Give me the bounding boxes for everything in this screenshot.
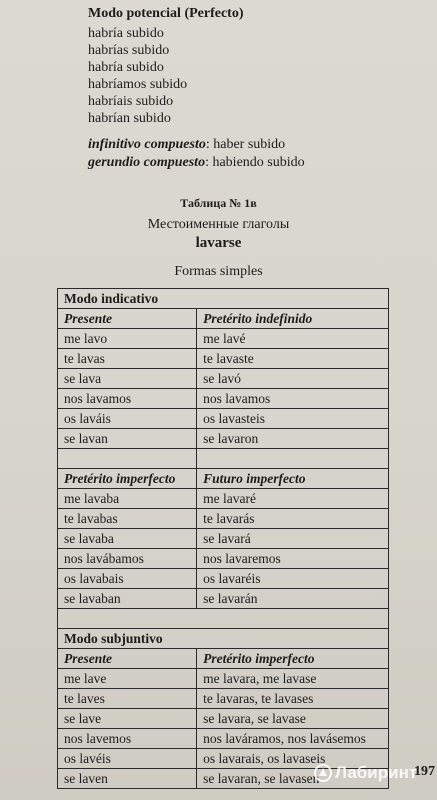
table-verb: lavarse: [195, 235, 242, 251]
verb-form: se lavaban: [58, 589, 197, 609]
verb-form: te lavaste: [197, 349, 389, 369]
watermark-text: Лабиринт: [335, 763, 418, 782]
table-row: [58, 409, 389, 429]
potential-heading: Modo potencial (Perfecto): [88, 6, 244, 21]
verb-form: se lavarán: [197, 589, 389, 609]
verb-form: se lavó: [197, 369, 389, 389]
verb-form: me lavé: [197, 329, 389, 349]
tense-header-row: [58, 309, 389, 329]
section-title-row: [58, 629, 389, 649]
tense-header: Futuro imperfecto: [197, 469, 389, 489]
page-number: 197: [414, 764, 435, 779]
table-row: [58, 709, 389, 729]
table-row: [58, 549, 389, 569]
verb-form: nos lavemos: [58, 729, 197, 749]
verb-form: os lavasteis: [197, 409, 389, 429]
tense-header-row: [58, 469, 389, 489]
verb-form: me lavo: [58, 329, 197, 349]
gerund-compound: gerundio compuesto: habiendo subido: [88, 155, 305, 170]
verb-form: nos laváramos, nos lavásemos: [197, 729, 389, 749]
table-row: [58, 569, 389, 589]
gerund-value: habiendo subido: [212, 155, 305, 170]
potential-block: [88, 6, 408, 127]
infinitive-compound: infinitivo compuesto: haber subido: [88, 137, 286, 152]
section-title-row: [58, 289, 389, 309]
table-row: [58, 509, 389, 529]
table-row: [58, 669, 389, 689]
spacer-row: [58, 609, 389, 629]
section-title: Modo indicativo: [58, 289, 389, 309]
verb-form: te lavabas: [58, 509, 197, 529]
verb-form: os lavaréis: [197, 569, 389, 589]
verb-form: se lavara, se lavase: [197, 709, 389, 729]
tense-header: Presente: [58, 649, 197, 669]
verb-form: me lave: [58, 669, 197, 689]
spacer-cell: [197, 449, 389, 469]
verb-form: nos lavaremos: [197, 549, 389, 569]
compound-forms: [88, 136, 418, 172]
verb-form: te lavas: [58, 349, 197, 369]
verb-form: me lavaré: [197, 489, 389, 509]
verb-form: os laváis: [58, 409, 197, 429]
gerund-label: gerundio compuesto: [88, 155, 206, 170]
verb-form: me lavara, me lavase: [197, 669, 389, 689]
tense-header: Pretérito imperfecto: [197, 649, 389, 669]
verb-form: se lavaran, se lavasen: [197, 769, 389, 789]
tense-header: Pretérito imperfecto: [58, 469, 197, 489]
verb-form: nos lavamos: [58, 389, 197, 409]
verb-form: te laves: [58, 689, 197, 709]
verb-form: me lavaba: [58, 489, 197, 509]
potential-line: habría subido: [88, 26, 164, 41]
potential-line: habríamos subido: [88, 77, 188, 92]
spacer-cell: [58, 609, 389, 629]
table-row: [58, 329, 389, 349]
verb-form: nos lavamos: [197, 389, 389, 409]
tense-header-row: [58, 649, 389, 669]
verb-form: os lavéis: [58, 749, 197, 769]
verb-form: se lavan: [58, 429, 197, 449]
table-row: [58, 529, 389, 549]
verb-form: te lavaras, te lavases: [197, 689, 389, 709]
section-title: Modo subjuntivo: [58, 629, 389, 649]
table-row: [58, 589, 389, 609]
verb-form: se lavaron: [197, 429, 389, 449]
verb-form: os lavarais, os lavaseis: [197, 749, 389, 769]
conjugation-table: [57, 288, 389, 789]
table-row: [58, 349, 389, 369]
verb-form: se lavaba: [58, 529, 197, 549]
labirint-logo-icon: [314, 764, 332, 782]
table-row: [58, 689, 389, 709]
table-number: Таблица № 1в: [180, 196, 257, 210]
tense-header: Presente: [58, 309, 197, 329]
potential-line: habrías subido: [88, 43, 170, 58]
verb-form: se lavará: [197, 529, 389, 549]
infinitive-label: infinitivo compuesto: [88, 137, 206, 152]
table-row: [58, 429, 389, 449]
verb-form: se lave: [58, 709, 197, 729]
table-row: [58, 389, 389, 409]
table-row: [58, 369, 389, 389]
potential-line: habríais subido: [88, 94, 174, 109]
verb-form: nos lavábamos: [58, 549, 197, 569]
verb-form: se lava: [58, 369, 197, 389]
spacer-cell: [58, 449, 197, 469]
table-row: [58, 729, 389, 749]
table-subtitle: Местоименные глаголы: [147, 217, 290, 232]
tense-header: Pretérito indefinido: [197, 309, 389, 329]
infinitive-value: haber subido: [213, 137, 286, 152]
spacer-row: [58, 449, 389, 469]
potential-line: habrían subido: [88, 111, 171, 126]
verb-form: se laven: [58, 769, 197, 789]
watermark: [314, 763, 417, 783]
verb-form: te lavarás: [197, 509, 389, 529]
verb-form: os lavabais: [58, 569, 197, 589]
table-forms-label: Formas simples: [174, 264, 263, 279]
table-row: [58, 489, 389, 509]
potential-line: habría subido: [88, 60, 164, 75]
